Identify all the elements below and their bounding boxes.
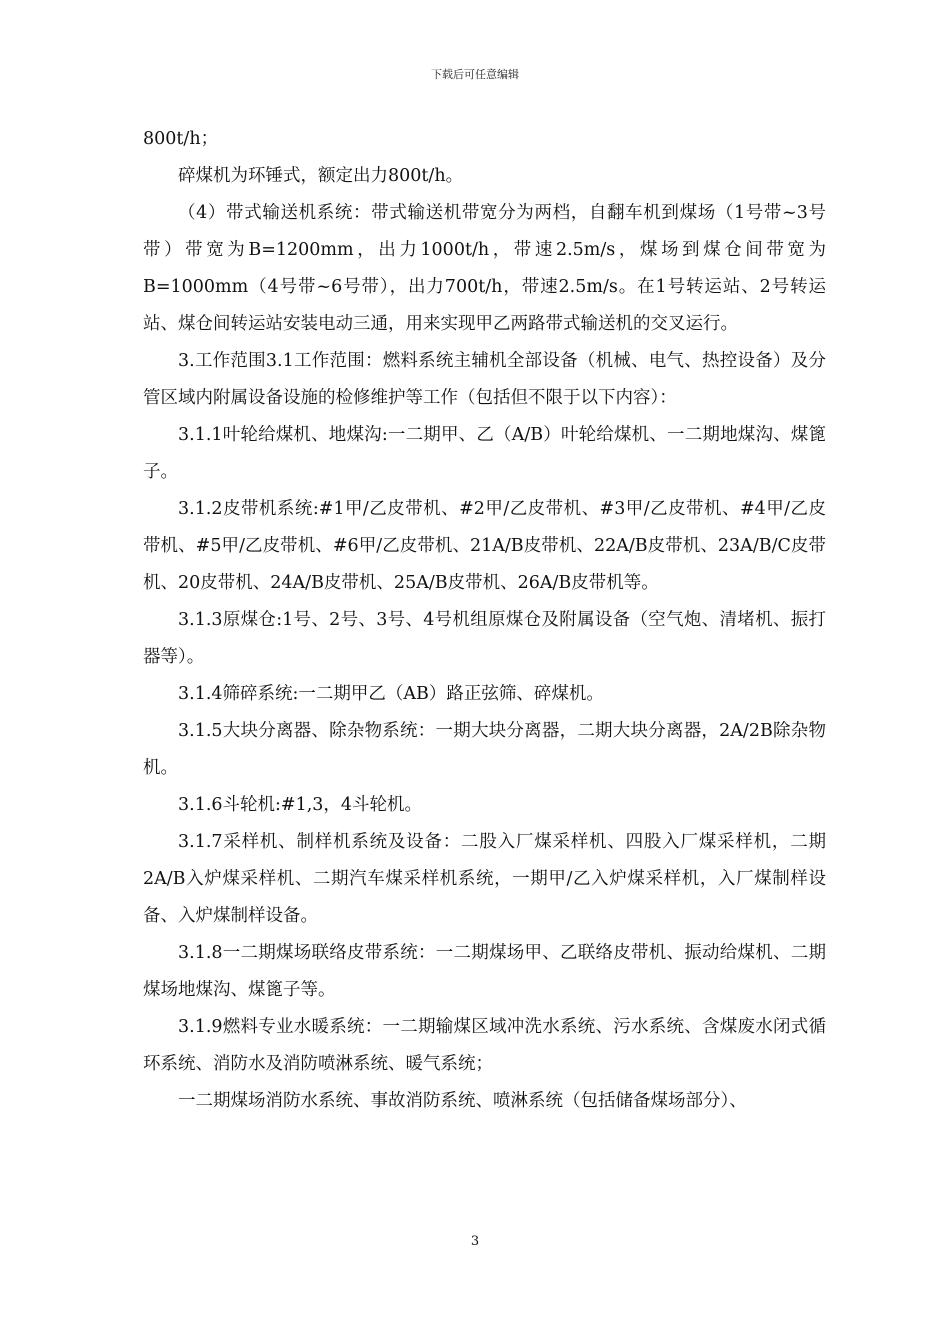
page-header: 下载后可任意编辑 xyxy=(431,68,519,81)
paragraph: 3.1.4筛碎系统:一二期甲乙（AB）路正弦筛、碎煤机。 xyxy=(178,684,604,704)
paragraph: 3.1.3原煤仓:1号、2号、3号、4号机组原煤仓及附属设备（空气炮、清堵机、振打器等）。 xyxy=(143,610,826,667)
document-body xyxy=(143,121,826,1120)
paragraph: 碎煤机为环锤式，额定出力800t/h。 xyxy=(178,166,464,186)
paragraph: 3.1.2皮带机系统:#1甲/乙皮带机、#2甲/乙皮带机、#3甲/乙皮带机、#4甲/乙皮带机、#5甲/乙皮带机、#6甲/乙皮带机、21A/B皮带机、22A/B皮带机、23A/B/C皮带机、20皮带机、24A/B皮带机、25A/B皮带机、26A/B皮带机等。 xyxy=(143,499,826,593)
paragraph: 一二期煤场消防水系统、事故消防系统、喷淋系统（包括储备煤场部分）、 xyxy=(178,1091,747,1111)
paragraph: 3.工作范围3.1工作范围：燃料系统主辅机全部设备（机械、电气、热控设备）及分管区域内附属设备设施的检修维护等工作（包括但不限于以下内容）： xyxy=(143,351,826,408)
paragraph: 3.1.8一二期煤场联络皮带系统：一二期煤场甲、乙联络皮带机、振动给煤机、二期煤场地煤沟、煤篦子等。 xyxy=(143,943,826,1000)
paragraph: 3.1.1叶轮给煤机、地煤沟:一二期甲、乙（A/B）叶轮给煤机、一二期地煤沟、煤篦子。 xyxy=(143,425,826,482)
paragraph: 3.1.6斗轮机:#1,3，4斗轮机。 xyxy=(178,795,423,815)
page-number: 3 xyxy=(470,1234,480,1249)
paragraph: 3.1.5大块分离器、除杂物系统：一期大块分离器，二期大块分离器，2A/2B除杂物机。 xyxy=(143,721,826,778)
paragraph: 800t/h； xyxy=(143,129,219,149)
paragraph: 3.1.7采样机、制样机系统及设备：二股入厂煤采样机、四股入厂煤采样机，二期2A/B入炉煤采样机、二期汽车煤采样机系统，一期甲/乙入炉煤采样机，入厂煤制样设备、入炉煤制样设备。 xyxy=(143,832,826,926)
paragraph: （4）带式输送机系统：带式输送机带宽分为两档，自翻车机到煤场（1号带~3号带）带宽为B=1200mm，出力1000t/h，带速2.5m/s，煤场到煤仓间带宽为B=1000mm（4号带~6号带），出力700t/h，带速2.5m/s。在1号转运站、2号转运站、煤仓间转运站安装电动三通，用来实现甲乙两路带式输送机的交叉运行。 xyxy=(143,203,826,334)
paragraph: 3.1.9燃料专业水暖系统：一二期输煤区域冲洗水系统、污水系统、含煤废水闭式循环系统、消防水及消防喷淋系统、暖气系统； xyxy=(143,1017,826,1074)
